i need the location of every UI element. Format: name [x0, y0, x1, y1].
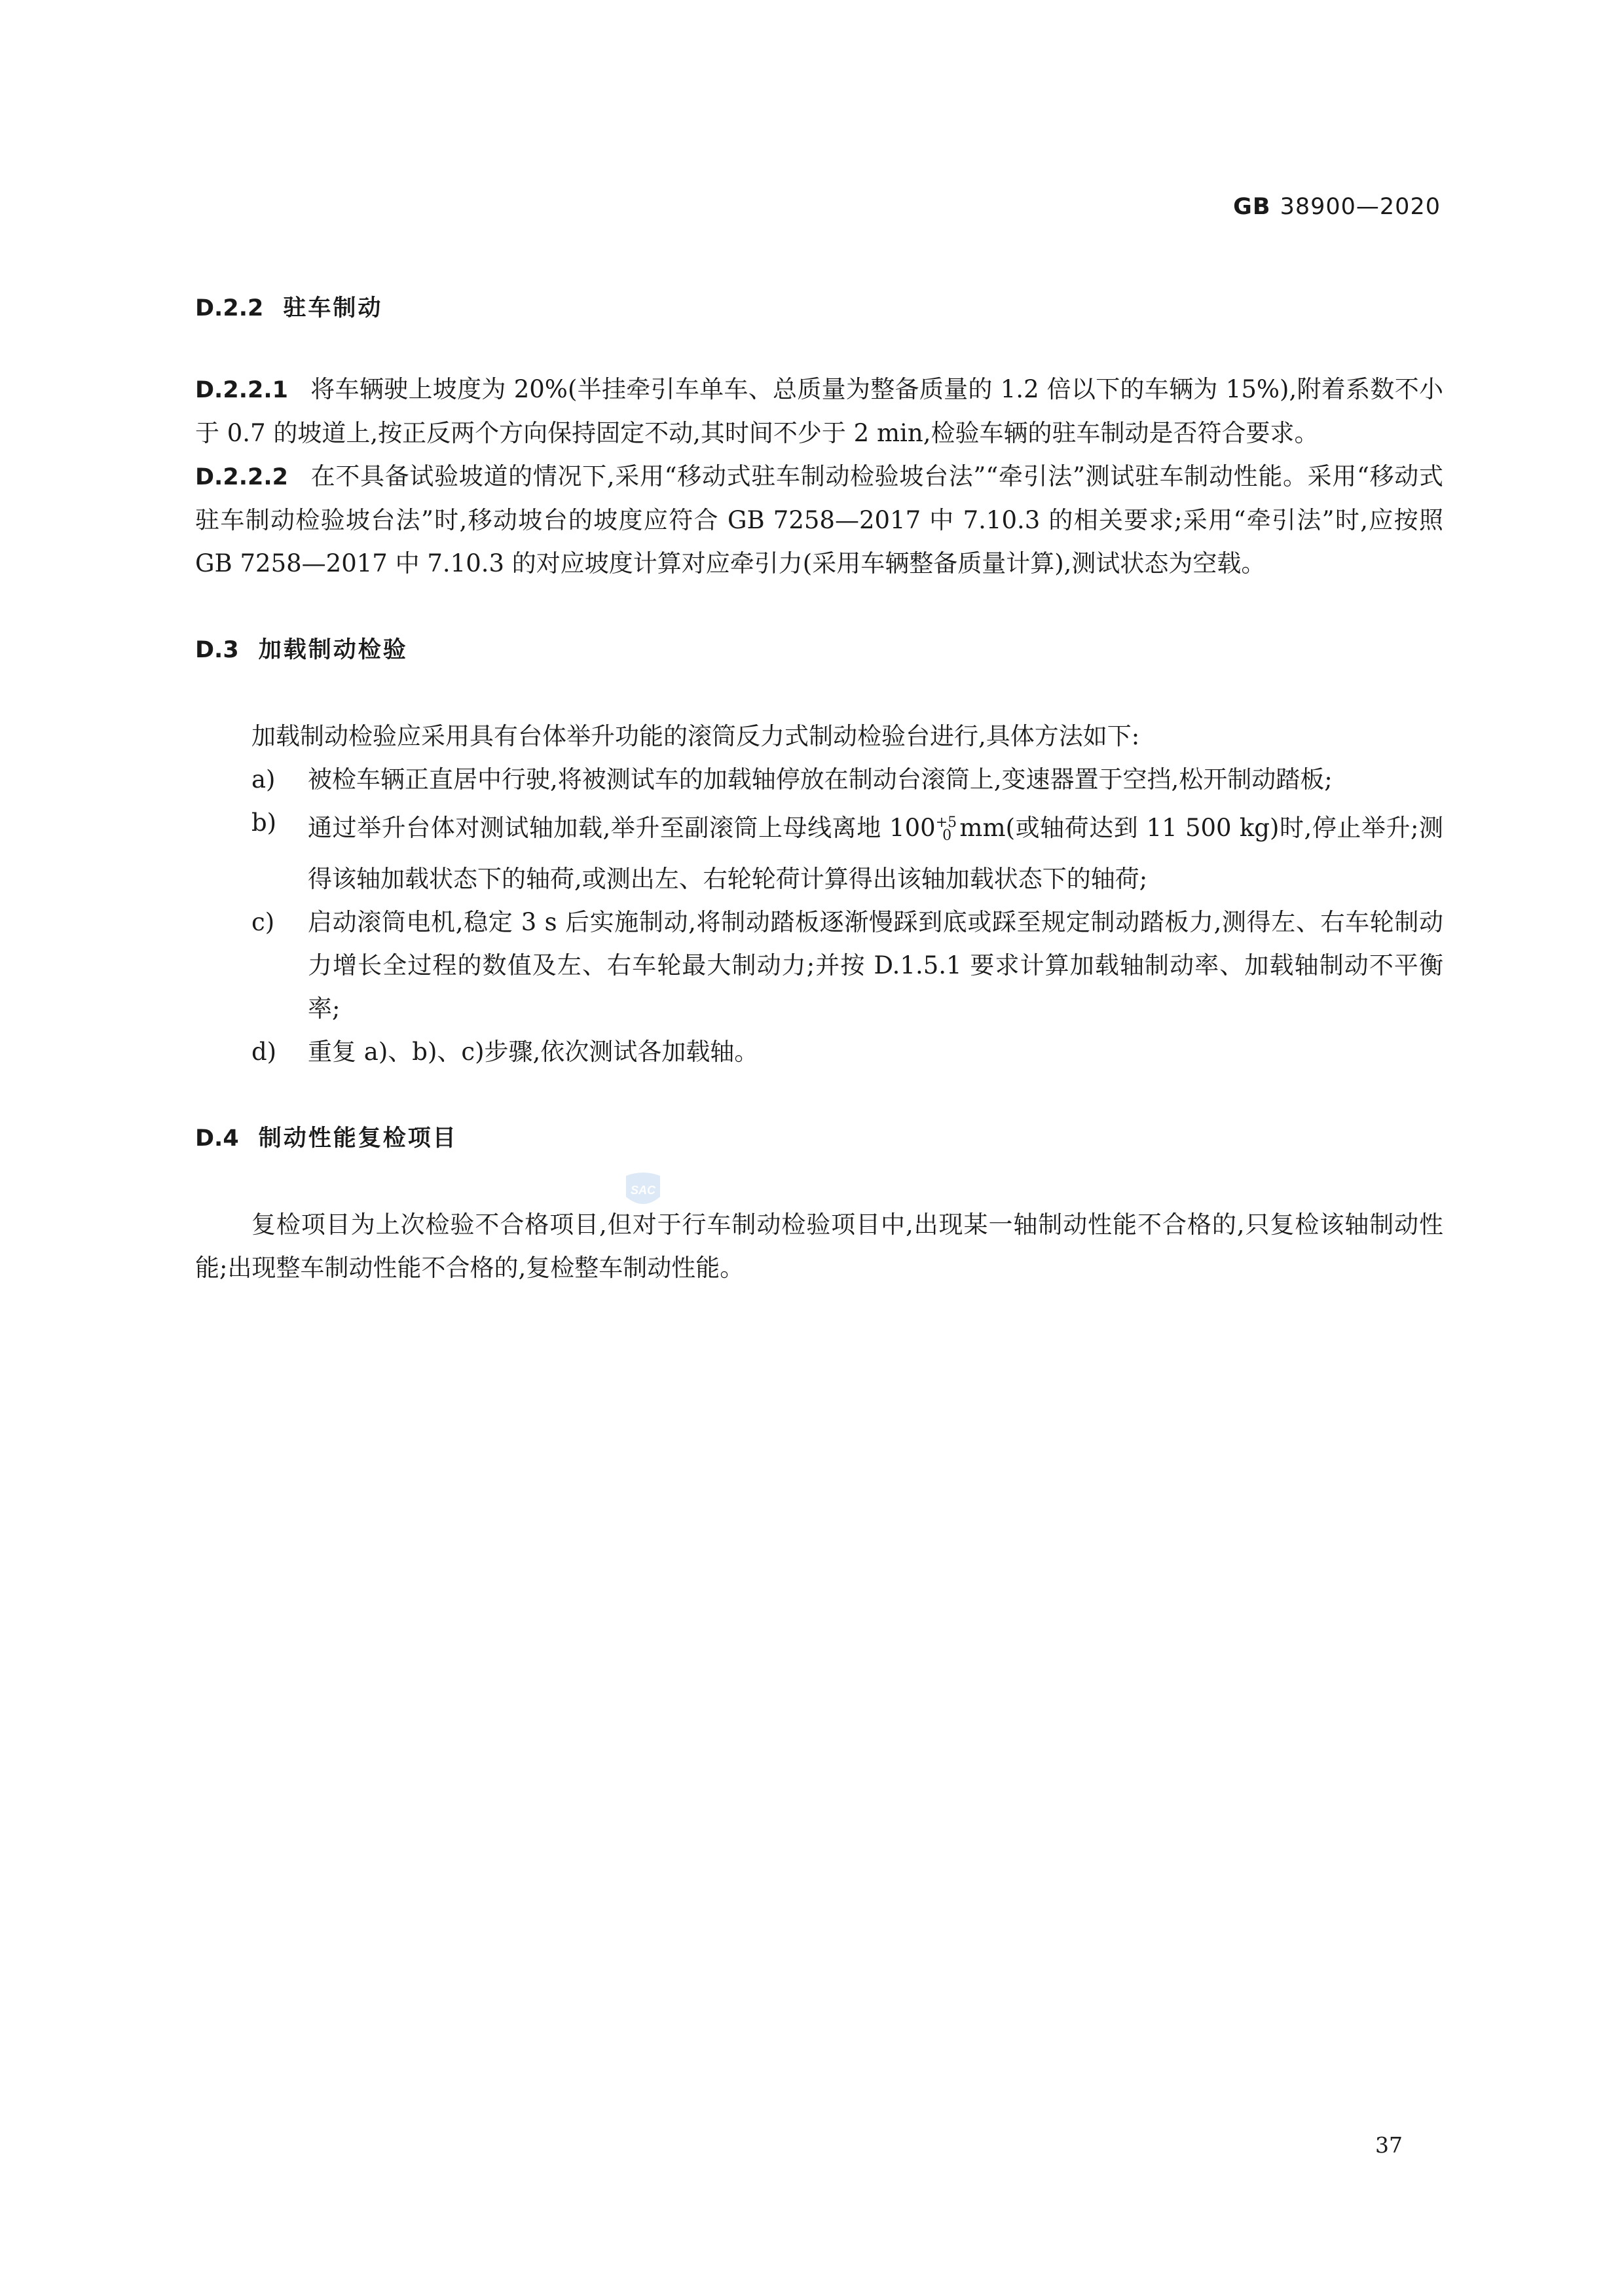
list-item-label: b) — [251, 809, 277, 837]
list-item-label: a) — [251, 765, 276, 793]
watermark-text: SAC — [630, 1184, 656, 1197]
list-item-text: 启动滚筒电机,稳定 3 s 后实施制动,将制动踏板逐渐慢踩到底或踩至规定制动踏板力,测得左、右车轮制动力增长全过程的数值及左、右车轮最大制动力;并按 D.1.5.1 要求计算加载轴制动率、加载轴制动不平衡率; — [308, 908, 1443, 1023]
section-title: 驻车制动 — [283, 295, 383, 321]
clause-number: D.2.2.1 — [195, 377, 288, 403]
standard-code — [1233, 194, 1441, 220]
list-item — [195, 801, 1443, 901]
list-item-text: 重复 a)、b)、c)步骤,依次测试各加载轴。 — [308, 1038, 759, 1066]
standard-number: 38900—2020 — [1280, 194, 1441, 220]
clause-number: D.2.2.2 — [195, 464, 288, 490]
section-heading-d22 — [195, 287, 1443, 330]
list-item-label: d) — [251, 1038, 277, 1066]
list-item-text: 通过举升台体对测试轴加载,举升至副滚筒上母线离地 100 — [308, 814, 936, 842]
document-body — [195, 287, 1443, 1290]
clause-text: 在不具备试验坡道的情况下,采用“移动式驻车制动检验坡台法”“牵引法”测试驻车制动性能。采用“移动式驻车制动检验坡台法”时,移动坡台的坡度应符合 GB 7258—2017 中 7.10.3 的相关要求;采用“牵引法”时,应按照 GB 7258—2017 中 7.10.3 的对应坡度计算对应牵引力(采用车辆整备质量计算),测试状态为空载。 — [195, 462, 1443, 577]
d4-body: 复检项目为上次检验不合格项目,但对于行车制动检验项目中,出现某一轴制动性能不合格的,只复检该轴制动性能;出现整车制动性能不合格的,复检整车制动性能。 — [195, 1211, 1443, 1282]
section-number: D.4 — [195, 1125, 239, 1152]
list-item — [195, 1030, 1443, 1074]
d3-intro: 加载制动检验应采用具有台体举升功能的滚筒反力式制动检验台进行,具体方法如下: — [251, 722, 1140, 750]
page-number: 37 — [1375, 2132, 1403, 2158]
clause-d222 — [195, 455, 1443, 585]
list-item-text-cont: mm(或轴荷达到 11 500 kg)时,停止举升;测得该轴加载状态下的轴荷,或测出左、右轮轮荷计算得出该轴加载状态下的轴荷; — [308, 814, 1443, 893]
list-item — [195, 758, 1443, 801]
clause-d221 — [195, 368, 1443, 455]
list-item-text: 被检车辆正直居中行驶,将被测试车的加载轴停放在制动台滚筒上,变速器置于空挡,松开制动踏板; — [308, 765, 1333, 793]
section-title: 加载制动检验 — [258, 637, 408, 663]
tolerance-lower: 0 — [942, 828, 952, 844]
procedure-list — [195, 758, 1443, 1074]
section-number: D.2.2 — [195, 295, 264, 321]
standard-prefix: GB — [1233, 194, 1271, 220]
clause-text: 将车辆驶上坡度为 20%(半挂牵引车单车、总质量为整备质量的 1.2 倍以下的车辆为 15%),附着系数不小于 0.7 的坡道上,按正反两个方向保持固定不动,其时间不少于 2 min,检验车辆的驻车制动是否符合要求。 — [195, 375, 1443, 447]
sac-watermark — [622, 1171, 664, 1210]
section-number: D.3 — [195, 637, 239, 663]
list-item — [195, 901, 1443, 1030]
section-title: 制动性能复检项目 — [258, 1125, 458, 1152]
list-item-label: c) — [251, 908, 275, 936]
section-heading-d4 — [195, 1117, 1443, 1160]
tolerance-upper: +5 — [935, 814, 957, 831]
section-heading-d3 — [195, 629, 1443, 672]
